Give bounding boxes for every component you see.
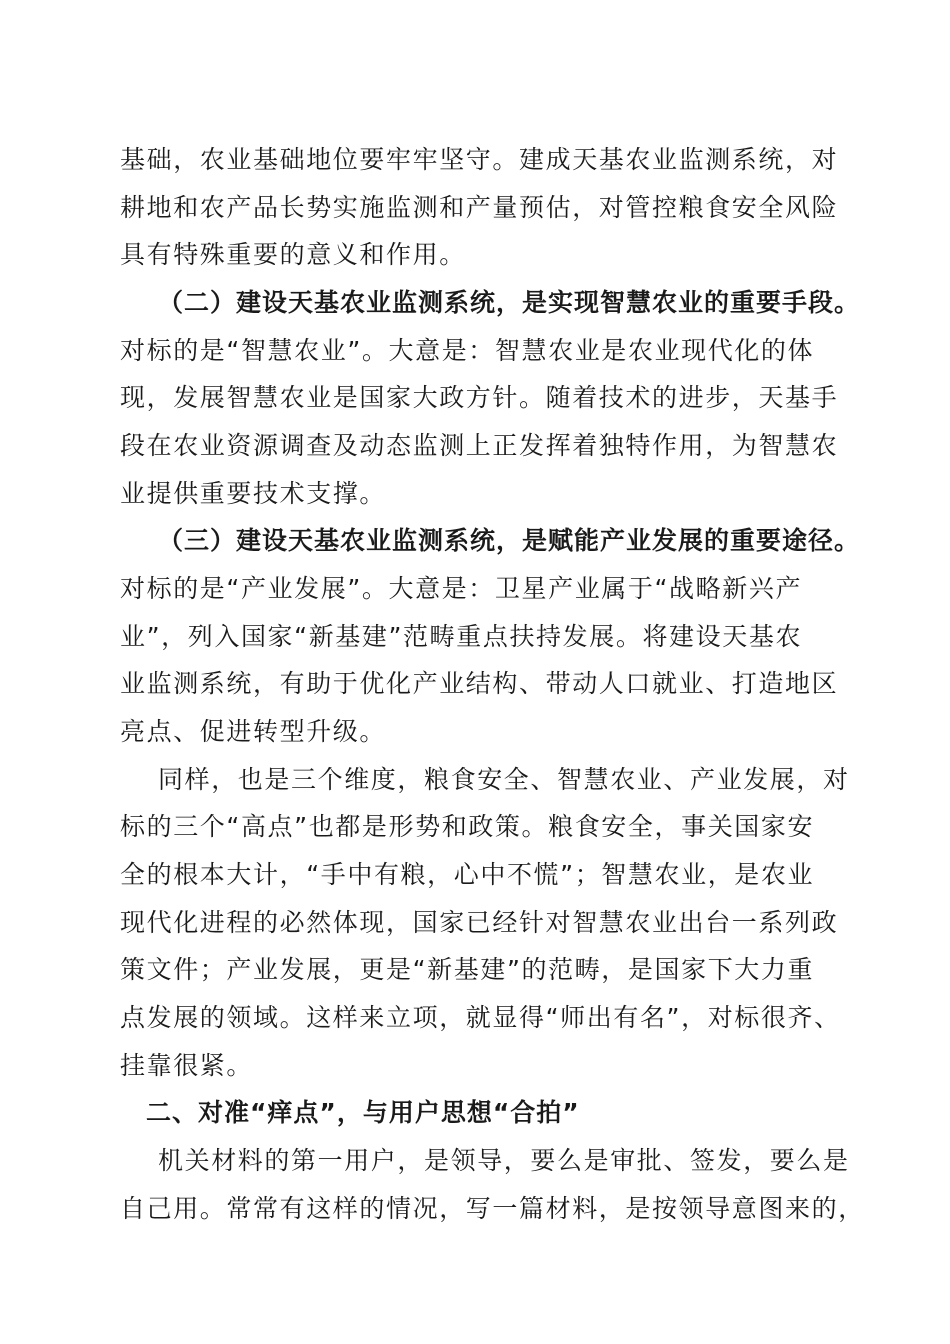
text-line: 标的三个“高点”也都是形势和政策。粮食安全，事关国家安 (120, 812, 815, 841)
text-line: 挂靠很紧。 (120, 1051, 254, 1080)
text-line: 段在农业资源调查及动态监测上正发挥着独特作用，为智慧农 (120, 431, 839, 460)
text-line: 现代化进程的必然体现，国家已经针对智慧农业出台一系列政 (120, 908, 839, 937)
text-line: 基础，农业基础地位要牢牢坚守。建成天基农业监测系统，对 (120, 145, 839, 174)
text-line: 耕地和农产品长势实施监测和产量预估，对管控粮食安全风险 (120, 193, 839, 222)
text-line: 亮点、促进转型升级。 (120, 717, 387, 746)
text-line: 具有特殊重要的意义和作用。 (120, 240, 466, 269)
section-heading: （三）建设天基农业监测系统，是赋能产业发展的重要途径。 (158, 526, 861, 555)
text-line: 对标的是“产业发展”。大意是：卫星产业属于“战略新兴产 (120, 574, 803, 603)
text-line: 策文件；产业发展，更是“新基建”的范畴，是国家下大力重 (120, 955, 815, 984)
section-heading: （二）建设天基农业监测系统，是实现智慧农业的重要手段。 (158, 288, 861, 317)
text-line: 点发展的领域。这样来立项，就显得“师出有名”，对标很齐、 (120, 1003, 841, 1032)
text-line: 同样，也是三个维度，粮食安全、智慧农业、产业发展，对 (158, 765, 850, 794)
text-line: 自己用。常常有这样的情况，写一篇材料，是按领导意图来的， (120, 1194, 865, 1223)
text-line: 全的根本大计，“手中有粮，心中不慌”；智慧农业，是农业 (120, 860, 815, 889)
chapter-heading: 二、对准“痒点”，与用户思想“合拍” (146, 1098, 580, 1127)
text-line: 对标的是“智慧农业”。大意是：智慧农业是农业现代化的体 (120, 336, 815, 365)
text-line: 业提供重要技术支撑。 (120, 479, 387, 508)
text-line: 业”，列入国家“新基建”范畴重点扶持发展。将建设天基农 (120, 622, 803, 651)
text-line: 现，发展智慧农业是国家大政方针。随着技术的进步，天基手 (120, 383, 839, 412)
text-line: 机关材料的第一用户，是领导，要么是审批、签发，要么是 (158, 1146, 850, 1175)
text-line: 业监测系统，有助于优化产业结构、带动人口就业、打造地区 (120, 669, 839, 698)
